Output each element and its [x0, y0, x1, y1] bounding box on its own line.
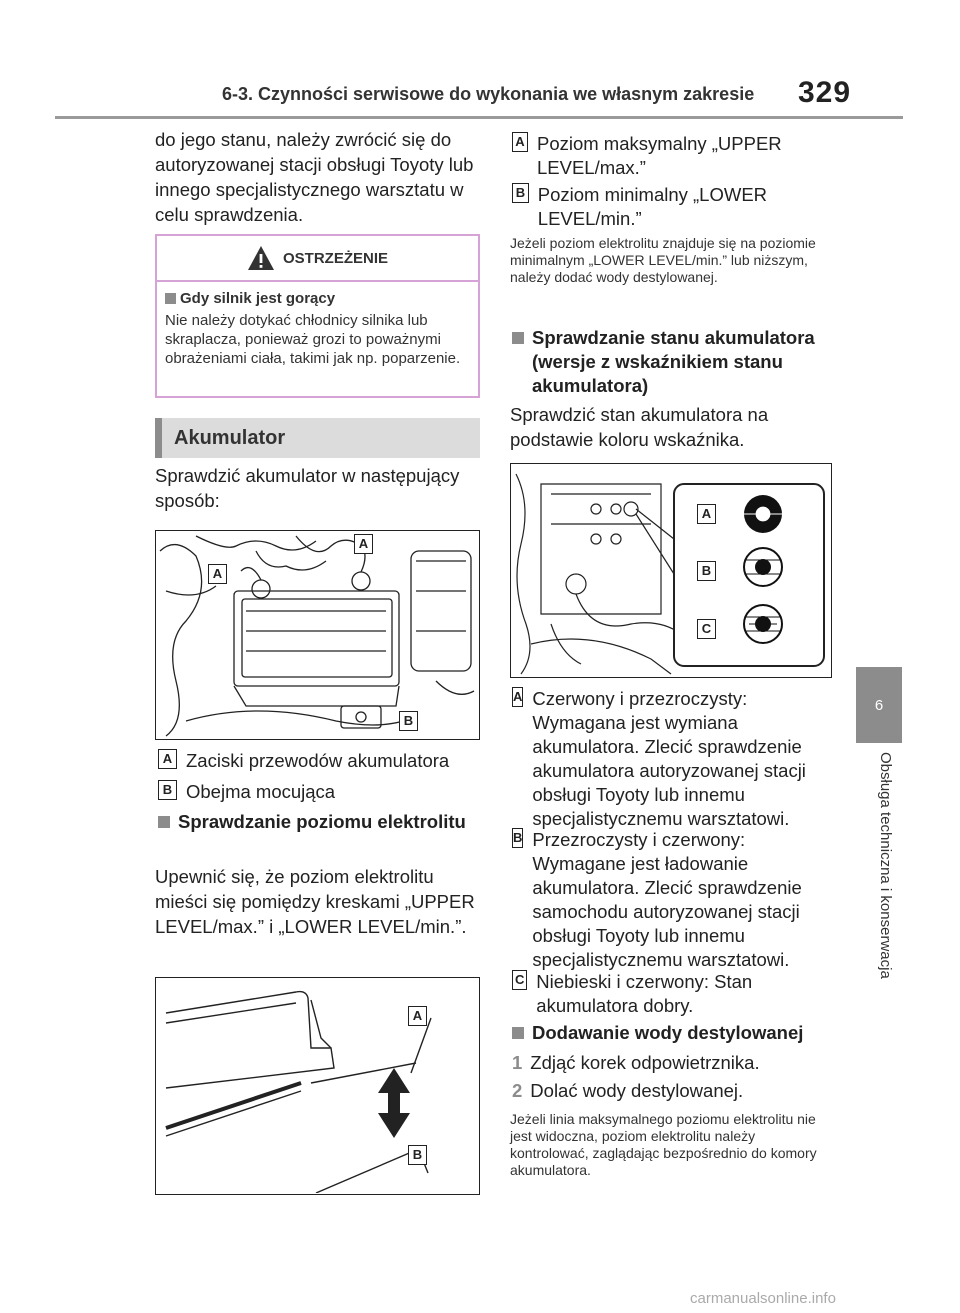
chapter-label: Obsługa techniczna i konserwacja: [877, 752, 894, 979]
legend-text-a: Zaciski przewodów akumulatora: [186, 750, 450, 771]
intro-paragraph: do jego stanu, należy zwrócić się do autoryzowanej stacji obsługi Toyoty lub innego specjalistycznego warsztatu w celu sprawdzenia.: [155, 129, 474, 225]
legend-key-a: A: [158, 749, 177, 769]
state-key-b: B: [512, 828, 523, 848]
legend-text-b: Obejma mocująca: [186, 781, 336, 802]
fig1-label-b: B: [399, 711, 418, 731]
state-key-a: A: [512, 687, 523, 707]
section-title: Akumulator: [174, 426, 286, 449]
warning-body: Nie należy dotykać chłodnicy silnika lub skraplacza, ponieważ grozi to poważnymi obrażeniami ciała, takimi jak np. poparzenie.: [165, 312, 461, 367]
state-key-c: C: [512, 970, 527, 990]
state-item-b: [512, 828, 832, 972]
level-note: Jeżeli poziom elektrolitu znajduje się na poziomie minimalnym „LOWER LEVEL/min.” lub niższym, należy dodać wody destylowanej.: [510, 235, 816, 285]
level-min-item: [512, 183, 832, 231]
bullet-square-icon: [165, 293, 176, 304]
warning-subtitle-row: [165, 290, 470, 307]
fig3-label-a: A: [697, 504, 716, 524]
indicator-illustration: [511, 464, 830, 676]
level-max-text: Poziom maksymalny „UPPER LEVEL/max.”: [536, 133, 782, 178]
state-text-b: Przezroczysty i czerwony: Wymagane jest ładowanie akumulatora. Zlecić sprawdzenie samochodu autoryzowanej stacji obsługi Toyoty lub innemu specjalistycznemu warsztatowi.: [532, 829, 802, 970]
section-intro: Sprawdzić akumulator w następujący sposób:: [155, 465, 460, 511]
state-item-c: [512, 970, 832, 1018]
indicator-paragraph: Sprawdzić stan akumulatora na podstawie koloru wskaźnika.: [510, 404, 769, 450]
level-key-b: B: [512, 183, 529, 203]
step-text: Dolać wody destylowanej.: [530, 1080, 744, 1101]
section-title-bar: [155, 418, 480, 458]
engine-bay-illustration: [156, 531, 478, 738]
battery-indicator-figure: [510, 463, 832, 678]
bullet-square-icon: [512, 1027, 524, 1039]
running-header: 6-3. Czynności serwisowe do wykonania we własnym zakresie: [222, 84, 755, 104]
water-heading: Dodawanie wody destylowanej: [532, 1022, 804, 1043]
warning-triangle-icon: [247, 245, 275, 271]
warning-subtitle: Gdy silnik jest gorący: [180, 290, 336, 307]
fig3-label-c: C: [697, 619, 716, 639]
fig2-label-b: B: [408, 1145, 427, 1165]
level-heading: Sprawdzanie poziomu elektrolitu: [178, 811, 466, 832]
legend-key-b: B: [158, 780, 177, 800]
legend-item-a: [158, 749, 480, 773]
indicator-heading-row: [512, 326, 832, 398]
electrolyte-level-figure: [155, 977, 480, 1195]
warning-header: [157, 236, 478, 282]
level-paragraph: Upewnić się, że poziom elektrolitu mieści się pomiędzy kreskami „UPPER LEVEL/max.” i „LOWER LEVEL/min.”.: [155, 866, 475, 937]
level-heading-row: [158, 810, 480, 834]
legend-item-b: [158, 780, 480, 804]
header-rule: [55, 116, 903, 119]
fig2-label-a: A: [408, 1006, 427, 1026]
battery-location-figure: [155, 530, 480, 740]
level-max-item: [512, 132, 832, 180]
watermark: carmanualsonline.info: [690, 1290, 836, 1307]
warning-title: OSTRZEŻENIE: [282, 249, 388, 267]
bullet-square-icon: [512, 332, 524, 344]
water-heading-row: [512, 1021, 832, 1045]
fig1-label-a-right: A: [354, 534, 373, 554]
step-number: 2: [512, 1080, 523, 1101]
chapter-tab: [856, 667, 902, 743]
level-lines-illustration: [156, 978, 478, 1193]
step-1: [512, 1052, 760, 1074]
level-min-text: Poziom minimalny „LOWER LEVEL/min.”: [537, 184, 768, 229]
indicator-heading: Sprawdzanie stanu akumulatora (wersje z wskaźnikiem stanu akumulatora): [532, 327, 815, 396]
level-key-a: A: [512, 132, 528, 152]
fig1-label-a-left: A: [208, 564, 227, 584]
step-2: [512, 1080, 743, 1102]
final-note: Jeżeli linia maksymalnego poziomu elektrolitu nie jest widoczna, poziom elektrolitu należy kontrolować, zaglądając bezpośrednio do komory akumulatora.: [510, 1111, 817, 1178]
step-text: Zdjąć korek odpowietrznika.: [530, 1052, 760, 1073]
step-number: 1: [512, 1052, 523, 1073]
state-text-c: Niebieski i czerwony: Stan akumulatora dobry.: [536, 971, 753, 1016]
state-text-a: Czerwony i przezroczysty: Wymagana jest wymiana akumulatora. Zlecić sprawdzenie akumulatora autoryzowanej stacji obsługi Toyoty lub innemu specjalistycznemu warsztatowi.: [532, 688, 806, 829]
chapter-number: 6: [874, 696, 884, 714]
fig3-label-b: B: [697, 561, 716, 581]
warning-box: [155, 234, 480, 398]
state-item-a: [512, 687, 832, 831]
bullet-square-icon: [158, 816, 170, 828]
page-number: 329: [798, 76, 852, 109]
